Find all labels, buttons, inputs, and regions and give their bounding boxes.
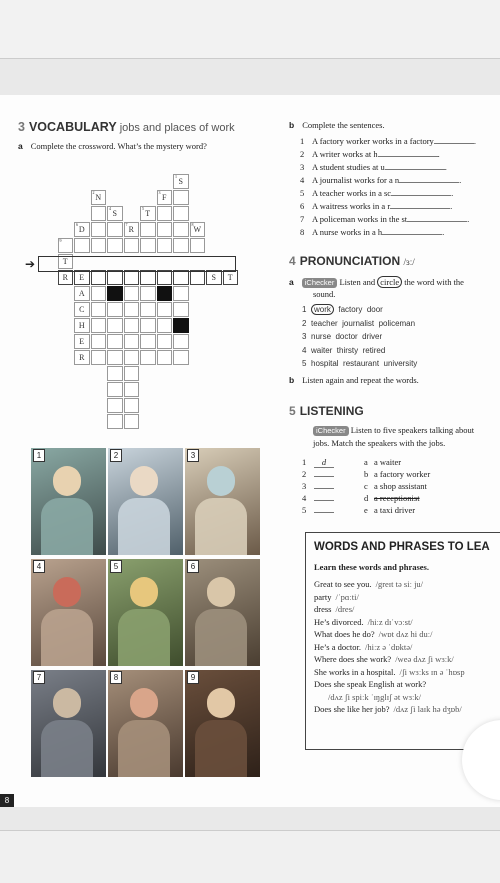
crossword-cell[interactable] bbox=[74, 350, 90, 365]
phrase-text: What does he do? bbox=[314, 629, 375, 639]
ichecker-icon: iChecker bbox=[313, 426, 349, 436]
sentence-item: 7 A policeman works in the st . bbox=[300, 214, 470, 224]
crossword-cell[interactable] bbox=[74, 286, 90, 301]
crossword-cell[interactable] bbox=[107, 318, 123, 333]
sentence-answer: n bbox=[394, 175, 400, 185]
phrase-item bbox=[314, 592, 359, 602]
crossword-cell[interactable] bbox=[190, 270, 206, 285]
crossword-cell[interactable] bbox=[173, 334, 189, 349]
section-subtitle: jobs and places of work bbox=[119, 122, 235, 134]
phrase-item bbox=[314, 642, 412, 652]
pronunciation-row: 2 teacher journalist policeman bbox=[302, 318, 416, 328]
listening-item: 2 b a factory worker bbox=[302, 469, 431, 479]
phrase-item bbox=[314, 667, 465, 677]
sentence-answer: h bbox=[377, 227, 383, 237]
crossword-cell[interactable] bbox=[173, 174, 189, 189]
crossword-cell[interactable] bbox=[58, 238, 74, 253]
person-body bbox=[195, 720, 247, 777]
phonetic-text: /dʌz ʃi laɪk hə dʒɒb/ bbox=[393, 704, 462, 714]
answer-blank[interactable] bbox=[382, 234, 442, 235]
phrase-text: He’s divorced. bbox=[314, 616, 364, 627]
person-head bbox=[130, 466, 158, 496]
crossword-cell[interactable] bbox=[74, 238, 90, 253]
person-body bbox=[195, 609, 247, 666]
crossword-cell[interactable] bbox=[173, 270, 189, 285]
crossword-cell[interactable] bbox=[124, 382, 140, 397]
pronunciation-word[interactable]: door bbox=[366, 305, 383, 314]
answer-blank[interactable] bbox=[378, 156, 438, 157]
sentence-number: 7 bbox=[300, 214, 305, 224]
phrase-item bbox=[314, 579, 423, 589]
crossword-cell[interactable] bbox=[140, 238, 156, 253]
person-head bbox=[207, 688, 235, 718]
crossword-cell[interactable] bbox=[74, 222, 90, 237]
section-number: 3 bbox=[18, 120, 25, 134]
sentence-text: A factory worker works in a bbox=[312, 136, 410, 146]
crossword-cell[interactable] bbox=[91, 286, 107, 301]
job-photo bbox=[185, 448, 260, 555]
crossword-cell[interactable] bbox=[107, 398, 123, 413]
pronunciation-word[interactable]: university bbox=[383, 359, 418, 368]
listening-instruction-cont: jobs. Match the speakers with the jobs. bbox=[313, 438, 446, 448]
crossword-cell[interactable] bbox=[140, 350, 156, 365]
crossword-black-cell bbox=[157, 286, 173, 301]
crossword-letter: R bbox=[128, 225, 134, 234]
clue-number: 7 bbox=[125, 222, 128, 227]
job-option: a waiter bbox=[374, 457, 402, 467]
crossword-cell[interactable] bbox=[140, 270, 156, 285]
photo-number: 8 bbox=[110, 671, 122, 684]
job-option: a shop assistant bbox=[374, 481, 427, 491]
crossword-black-cell bbox=[173, 318, 189, 333]
sentence-text: A student studies at bbox=[312, 162, 381, 172]
crossword-cell[interactable] bbox=[124, 286, 140, 301]
answer-blank[interactable] bbox=[314, 488, 334, 489]
crossword-cell[interactable] bbox=[91, 238, 107, 253]
sentence-number: 8 bbox=[300, 227, 305, 237]
crossword-cell[interactable] bbox=[190, 222, 206, 237]
sentence-number: 1 bbox=[300, 136, 305, 146]
pronunciation-word[interactable]: policeman bbox=[378, 318, 416, 328]
crossword-letter: T bbox=[145, 209, 151, 218]
crossword-cell[interactable] bbox=[107, 302, 123, 317]
pronunciation-word[interactable]: restaurant bbox=[343, 359, 380, 368]
phrase-text: Great to see you. bbox=[314, 579, 372, 589]
crossword-cell[interactable] bbox=[173, 350, 189, 365]
pronunciation-word[interactable]: journalist bbox=[342, 318, 375, 328]
photo-number: 1 bbox=[33, 449, 45, 462]
pronunciation-word[interactable]: nurse bbox=[311, 332, 332, 341]
crossword-cell[interactable] bbox=[157, 334, 173, 349]
crossword-cell[interactable] bbox=[173, 302, 189, 317]
job-photo bbox=[108, 670, 183, 777]
crossword-cell[interactable] bbox=[190, 238, 206, 253]
phonetic-text: /ˈpɑːti/ bbox=[335, 591, 359, 602]
words-phrases-intro: Learn these words and phrases. bbox=[314, 562, 429, 572]
crossword-letter: S bbox=[211, 273, 216, 282]
crossword-cell[interactable] bbox=[223, 270, 239, 285]
crossword-letter: W bbox=[193, 225, 202, 234]
crossword-cell[interactable] bbox=[74, 334, 90, 349]
sentence-number: 2 bbox=[300, 149, 305, 159]
phrase-item bbox=[324, 692, 421, 702]
crossword-cell[interactable] bbox=[91, 190, 107, 205]
pronunciation-task-a-cont: sound. bbox=[313, 289, 336, 299]
crossword-letter: T bbox=[62, 257, 68, 266]
crossword-letter: E bbox=[79, 273, 85, 282]
person-body bbox=[118, 720, 170, 777]
crossword-letter: H bbox=[78, 321, 85, 330]
crossword-letter: F bbox=[162, 193, 167, 202]
crossword-cell[interactable] bbox=[107, 238, 123, 253]
photo-number: 7 bbox=[33, 671, 45, 684]
crossword-cell[interactable] bbox=[107, 382, 123, 397]
sentence-answer: u bbox=[380, 162, 385, 172]
words-phrases-title: WORDS AND PHRASES TO LEA bbox=[314, 541, 490, 553]
photo-number: 3 bbox=[187, 449, 199, 462]
crossword-cell[interactable] bbox=[157, 318, 173, 333]
person-body bbox=[41, 720, 93, 777]
clue-number: 2 bbox=[92, 190, 95, 195]
sentence-number: 5 bbox=[300, 188, 305, 198]
sentence-text: A policeman works in the bbox=[312, 214, 402, 224]
sentence-item: 6 A waitress works in a r . bbox=[300, 201, 453, 211]
crossword-cell[interactable] bbox=[107, 270, 123, 285]
crossword-cell[interactable] bbox=[157, 270, 173, 285]
crossword-cell[interactable] bbox=[91, 302, 107, 317]
crossword-cell[interactable] bbox=[157, 190, 173, 205]
clue-number: 5 bbox=[142, 206, 144, 211]
person-body bbox=[41, 498, 93, 555]
crossword-cell[interactable] bbox=[107, 350, 123, 365]
crossword-cell[interactable] bbox=[157, 222, 173, 237]
phrase-text: Does she speak English at work? bbox=[314, 679, 427, 689]
task-b-instruction: b Complete the sentences. bbox=[289, 120, 385, 130]
crossword-cell[interactable] bbox=[124, 398, 140, 413]
pronunciation-word[interactable]: factory bbox=[338, 305, 363, 314]
clue-number: 3 bbox=[158, 190, 161, 195]
vocabulary-heading bbox=[18, 120, 235, 134]
pronunciation-row: 4 waiter thirsty retired bbox=[302, 345, 386, 355]
crossword-cell[interactable] bbox=[140, 222, 156, 237]
answer-blank[interactable] bbox=[314, 500, 334, 501]
photo-number: 6 bbox=[187, 560, 199, 573]
answer-blank[interactable] bbox=[434, 143, 474, 144]
crossword-cell[interactable] bbox=[140, 206, 156, 221]
phrase-text: Does she like her job? bbox=[314, 704, 390, 714]
person-head bbox=[53, 466, 81, 496]
crossword-cell[interactable] bbox=[91, 318, 107, 333]
listening-heading: 5 LISTENING bbox=[289, 404, 364, 418]
person-head bbox=[53, 688, 81, 718]
person-body bbox=[195, 498, 247, 555]
sentence-answer: factory bbox=[409, 136, 434, 146]
job-photo bbox=[108, 559, 183, 666]
sentence-item: 5 A teacher works in a sc . bbox=[300, 188, 454, 198]
phrase-item bbox=[314, 617, 413, 627]
crossword-cell[interactable] bbox=[124, 270, 140, 285]
sentence-answer: sc bbox=[384, 188, 392, 198]
phonetic-text: /greɪt tə siː ju/ bbox=[375, 579, 424, 589]
clue-number: 9 bbox=[59, 238, 62, 243]
clue-number: 1 bbox=[175, 174, 177, 179]
clue-number: 8 bbox=[191, 222, 194, 227]
crossword-letter: A bbox=[78, 289, 85, 298]
answer-blank[interactable] bbox=[385, 169, 445, 170]
listening-item: 4 d a receptionist bbox=[302, 493, 420, 503]
sentence-item: 2 A writer works at h . bbox=[300, 149, 440, 159]
job-option: a factory worker bbox=[374, 469, 431, 479]
crossword-cell[interactable] bbox=[91, 206, 107, 221]
crossword-cell[interactable] bbox=[140, 334, 156, 349]
listening-item: 5 e a taxi driver bbox=[302, 505, 416, 515]
crossword-cell[interactable] bbox=[124, 238, 140, 253]
page-number: 8 bbox=[0, 794, 14, 807]
crossword-cell[interactable] bbox=[74, 302, 90, 317]
crossword-cell[interactable] bbox=[124, 318, 140, 333]
crossword-cell[interactable] bbox=[206, 270, 222, 285]
crossword-cell[interactable] bbox=[173, 222, 189, 237]
job-photo bbox=[31, 448, 106, 555]
pronunciation-word[interactable]: driver bbox=[362, 332, 383, 341]
crossword-letter: R bbox=[62, 273, 68, 282]
task-a-instruction: a Complete the crossword. What’s the mystery word? bbox=[18, 141, 207, 151]
sentence-number: 3 bbox=[300, 162, 305, 172]
crossword-letter: D bbox=[78, 225, 85, 234]
answer-blank[interactable] bbox=[314, 512, 334, 513]
sentence-item: 1 A factory worker works in a factory . bbox=[300, 136, 476, 146]
person-head bbox=[207, 577, 235, 607]
crossword-cell[interactable] bbox=[58, 254, 74, 269]
crossword-cell[interactable] bbox=[107, 414, 123, 429]
pronunciation-word[interactable]: retired bbox=[362, 345, 386, 355]
answer-blank[interactable] bbox=[399, 182, 459, 183]
crossword-cell[interactable] bbox=[124, 350, 140, 365]
pronunciation-heading: 4 PRONUNCIATION /ɜː/ bbox=[289, 254, 415, 268]
photo-number: 2 bbox=[110, 449, 122, 462]
crossword-cell[interactable] bbox=[58, 270, 74, 285]
answer-blank[interactable] bbox=[407, 221, 467, 222]
sentence-item: 8 A nurse works in a h . bbox=[300, 227, 445, 237]
answer-blank[interactable] bbox=[390, 208, 450, 209]
sentence-answer: h bbox=[373, 149, 378, 159]
job-photo bbox=[31, 559, 106, 666]
listening-item: 1 d a a waiter bbox=[302, 457, 402, 467]
crossword-cell[interactable] bbox=[124, 302, 140, 317]
phrase-item bbox=[314, 704, 462, 714]
job-option: a taxi driver bbox=[374, 505, 416, 515]
crossword-cell[interactable] bbox=[124, 334, 140, 349]
person-body bbox=[118, 498, 170, 555]
crossword-letter: T bbox=[227, 273, 233, 282]
crossword-cell[interactable] bbox=[140, 286, 156, 301]
crossword-cell[interactable] bbox=[157, 350, 173, 365]
sentence-text: A journalist works for a bbox=[312, 175, 395, 185]
crossword-letter: N bbox=[95, 193, 102, 202]
job-photo bbox=[108, 448, 183, 555]
crossword-cell[interactable] bbox=[107, 222, 123, 237]
crossword-black-cell bbox=[107, 286, 123, 301]
phrase-text: She works in a hospital. bbox=[314, 666, 396, 677]
sentence-answer: r bbox=[387, 201, 391, 211]
answer-blank[interactable]: d bbox=[314, 457, 334, 468]
sentence-answer: st bbox=[401, 214, 408, 224]
crossword-cell[interactable] bbox=[124, 366, 140, 381]
person-head bbox=[130, 577, 158, 607]
phrase-item bbox=[314, 654, 454, 664]
photo-number: 4 bbox=[33, 560, 45, 573]
person-body bbox=[118, 609, 170, 666]
person-head bbox=[130, 688, 158, 718]
crossword-cell[interactable] bbox=[91, 222, 107, 237]
photo-number: 5 bbox=[110, 560, 122, 573]
crossword-letter: R bbox=[79, 353, 85, 362]
section-title: VOCABULARY bbox=[28, 120, 117, 134]
phonetic-text: /dres/ bbox=[335, 604, 355, 614]
crossword-cell[interactable] bbox=[157, 206, 173, 221]
phrase-item bbox=[314, 629, 432, 639]
job-option: a receptionist bbox=[374, 493, 420, 503]
bottom-margin bbox=[0, 830, 500, 883]
crossword-letter: S bbox=[112, 209, 117, 218]
pronunciation-word[interactable]: doctor bbox=[335, 332, 358, 341]
words-phrases-box bbox=[305, 532, 500, 750]
sentence-text: A teacher works in a bbox=[312, 188, 384, 198]
phrase-text: Where does she work? bbox=[314, 654, 392, 664]
crossword-letter: E bbox=[79, 337, 85, 346]
sentence-text: A writer works at bbox=[312, 149, 374, 159]
crossword-cell[interactable] bbox=[74, 270, 90, 285]
phonetic-text: /dʌz ʃi spiːk ˈɪŋglɪʃ ət wɜːk/ bbox=[328, 691, 421, 702]
divider bbox=[0, 58, 500, 59]
arrow-icon: ➔ bbox=[25, 257, 36, 271]
pronunciation-word[interactable]: teacher bbox=[311, 318, 338, 328]
phrase-text: dress bbox=[314, 604, 332, 614]
crossword-cell[interactable] bbox=[140, 318, 156, 333]
crossword-letter: S bbox=[178, 177, 183, 186]
sentence-text: A nurse works in a bbox=[312, 227, 378, 237]
phonetic-text: /ʃi wɜːks ɪn ə ˈhɒsp bbox=[399, 666, 465, 677]
phonetic-text: /wɒt dʌz hi duː/ bbox=[378, 629, 433, 639]
pronunciation-row: 5 hospital restaurant university bbox=[302, 359, 418, 368]
crossword-letter: C bbox=[79, 305, 85, 314]
crossword-cell[interactable] bbox=[173, 238, 189, 253]
crossword-cell[interactable] bbox=[124, 414, 140, 429]
pronunciation-task-b: b Listen again and repeat the words. bbox=[289, 375, 419, 385]
pronunciation-word[interactable]: hospital bbox=[311, 359, 339, 368]
crossword-cell[interactable] bbox=[173, 206, 189, 221]
crossword-cell[interactable] bbox=[91, 270, 107, 285]
answer-blank[interactable] bbox=[314, 476, 334, 477]
pronunciation-word[interactable]: work bbox=[311, 304, 334, 315]
phrase-item bbox=[314, 604, 354, 614]
job-photo bbox=[185, 559, 260, 666]
phoneme-symbol: /ɜː/ bbox=[403, 257, 415, 267]
clue-number: 6 bbox=[76, 222, 78, 227]
phonetic-text: /weə dʌz ʃi wɜːk/ bbox=[395, 654, 454, 664]
crossword-cell[interactable] bbox=[107, 366, 123, 381]
phrase-text: He’s a doctor. bbox=[314, 641, 361, 652]
listening-instruction: iChecker Listen to five speakers talking about bbox=[313, 425, 474, 436]
phrase-item bbox=[314, 679, 430, 689]
pronunciation-task-a: a iChecker Listen and circle the word with the bbox=[289, 277, 464, 287]
person-body bbox=[41, 609, 93, 666]
crossword-cell[interactable] bbox=[157, 302, 173, 317]
sentence-number: 6 bbox=[300, 201, 305, 211]
job-photo bbox=[31, 670, 106, 777]
crossword-cell[interactable] bbox=[173, 286, 189, 301]
crossword-cell[interactable] bbox=[91, 350, 107, 365]
ichecker-icon: iChecker bbox=[302, 278, 338, 288]
phonetic-text: /hiːz ə ˈdɒktə/ bbox=[364, 641, 413, 652]
clue-number: 4 bbox=[109, 206, 111, 211]
answer-blank[interactable] bbox=[391, 195, 451, 196]
top-margin bbox=[0, 0, 500, 58]
sentence-item: 3 A student studies at u . bbox=[300, 162, 447, 172]
pronunciation-row: 1 work factory door bbox=[302, 305, 383, 314]
pronunciation-row: 3 nurse doctor driver bbox=[302, 332, 383, 341]
crossword-cell[interactable] bbox=[140, 302, 156, 317]
pronunciation-word[interactable]: waiter bbox=[311, 345, 333, 355]
sentence-number: 4 bbox=[300, 175, 305, 185]
person-head bbox=[207, 466, 235, 496]
photo-number: 9 bbox=[187, 671, 199, 684]
phonetic-text: /hiːz dɪˈvɔːst/ bbox=[367, 616, 413, 627]
crossword-cell[interactable] bbox=[107, 206, 123, 221]
crossword-cell[interactable] bbox=[91, 334, 107, 349]
phrase-text: party bbox=[314, 591, 332, 602]
job-photo bbox=[185, 670, 260, 777]
person-head bbox=[53, 577, 81, 607]
listening-item: 3 c a shop assistant bbox=[302, 481, 427, 491]
crossword-cell[interactable] bbox=[157, 238, 173, 253]
sentence-item: 4 A journalist works for a n . bbox=[300, 175, 462, 185]
sentence-text: A waitress works in a bbox=[312, 201, 388, 211]
crossword-cell[interactable] bbox=[124, 222, 140, 237]
crossword-cell[interactable] bbox=[107, 334, 123, 349]
crossword-cell[interactable] bbox=[74, 318, 90, 333]
crossword-cell[interactable] bbox=[173, 190, 189, 205]
pronunciation-word[interactable]: thirsty bbox=[336, 345, 359, 355]
